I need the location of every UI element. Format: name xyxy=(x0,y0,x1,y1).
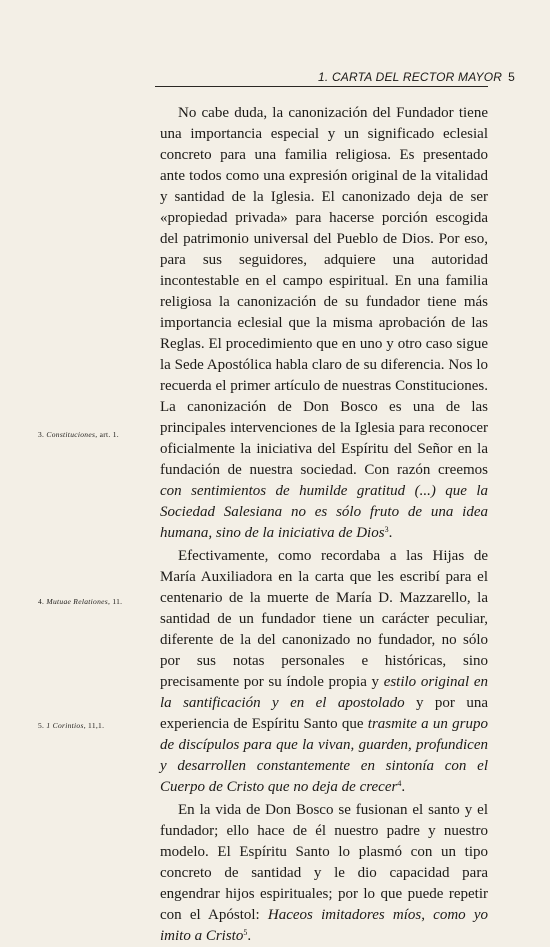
text-run: . xyxy=(401,779,406,795)
footnote xyxy=(38,430,119,439)
footnote-number: 5. xyxy=(38,721,45,730)
header-title: 1. CARTA DEL RECTOR MAYOR xyxy=(318,70,503,84)
paragraph xyxy=(160,546,488,798)
text-run: No cabe duda, la canonización del Fundador tiene una importancia especial y un significado eclesial concreto para una familia religiosa. Es presentado ante todos como una expresión original de la vitalidad y santidad de la Iglesia. El canonizado deja de ser «propiedad privada» para hacerse porción escogida del patrimonio universal del Pueblo de Dios. Por eso, para sus seguidores, adquiere una autoridad incontestable en el campo espiritual. En una familia religiosa la canonización de su fundador tiene más importancia eclesial que la misma aprobación de las Reglas. El procedimiento que en uno y otro caso sigue la Sede Apostólica habla claro de su diferencia. Nos lo recuerda el primer artículo de nuestras Constituciones. La canonización de Don Bosco es una de las principales intervenciones de la Iglesia para reconocer oficialmente la iniciativa del Espíritu del Señor en la fundación de nuestra sociedad. Con razón creemos xyxy=(160,105,488,478)
paragraph xyxy=(160,103,488,544)
footnote-number: 3. xyxy=(38,430,45,439)
footnote-title: 1 Corintios xyxy=(46,721,84,730)
text-run: y por una experiencia de Espíritu Santo que xyxy=(160,695,488,732)
paragraph xyxy=(160,800,488,947)
text-run: . xyxy=(247,928,252,944)
text-run: con sentimientos de humilde gratitud (...) que la Sociedad Salesiana no es sólo fruto de una idea humana, sino de la iniciativa de Dios xyxy=(160,483,488,541)
footnote-title: Constituciones xyxy=(46,430,96,439)
footnote-title: Mutuae Relationes xyxy=(46,597,108,606)
text-run: Haceos imitadores míos, como yo imito a Cristo xyxy=(160,907,488,944)
footnote-ref: , art. 1. xyxy=(95,430,119,439)
main-text xyxy=(160,103,488,947)
header-rule xyxy=(155,86,488,87)
footnote-ref-mark: 4 xyxy=(397,779,402,788)
footnote xyxy=(38,721,104,730)
running-header xyxy=(318,70,516,84)
footnote-ref-mark: 3 xyxy=(384,525,389,534)
page-number: 5 xyxy=(508,70,516,84)
text-run: En la vida de Don Bosco se fusionan el santo y el fundador; ello hace de él nuestro padre y nuestro modelo. El Espíritu Santo lo plasmó con un tipo concreto de santidad y le dio capacidad para engendrar hijos espirituales; por lo que puede repetir con el Apóstol: xyxy=(160,802,488,923)
text-run: trasmite a un grupo de discípulos para que la vivan, guarden, profundicen y desarrollen constantemente en sintonía con el Cuerpo de Cristo que no deja de crecer xyxy=(160,716,488,795)
footnote xyxy=(38,597,122,606)
footnote-ref-mark: 5 xyxy=(243,928,248,937)
footnote-number: 4. xyxy=(38,597,45,606)
text-run: estilo original en la santificación y en el apostolado xyxy=(160,674,488,711)
footnote-ref: , 11,1. xyxy=(83,721,105,730)
text-run: . xyxy=(388,525,393,541)
footnote-ref: , 11. xyxy=(107,597,123,606)
text-run: Efectivamente, como recordaba a las Hijas de María Auxiliadora en la carta que les escribí para el centenario de la muerte de María D. Mazzarello, la santidad de un fundador tiene un carácter peculiar, diferente de la del canonizado no fundador, no sólo por sus notas personales e históricas, sino precisamente por su índole propia y xyxy=(160,548,488,690)
